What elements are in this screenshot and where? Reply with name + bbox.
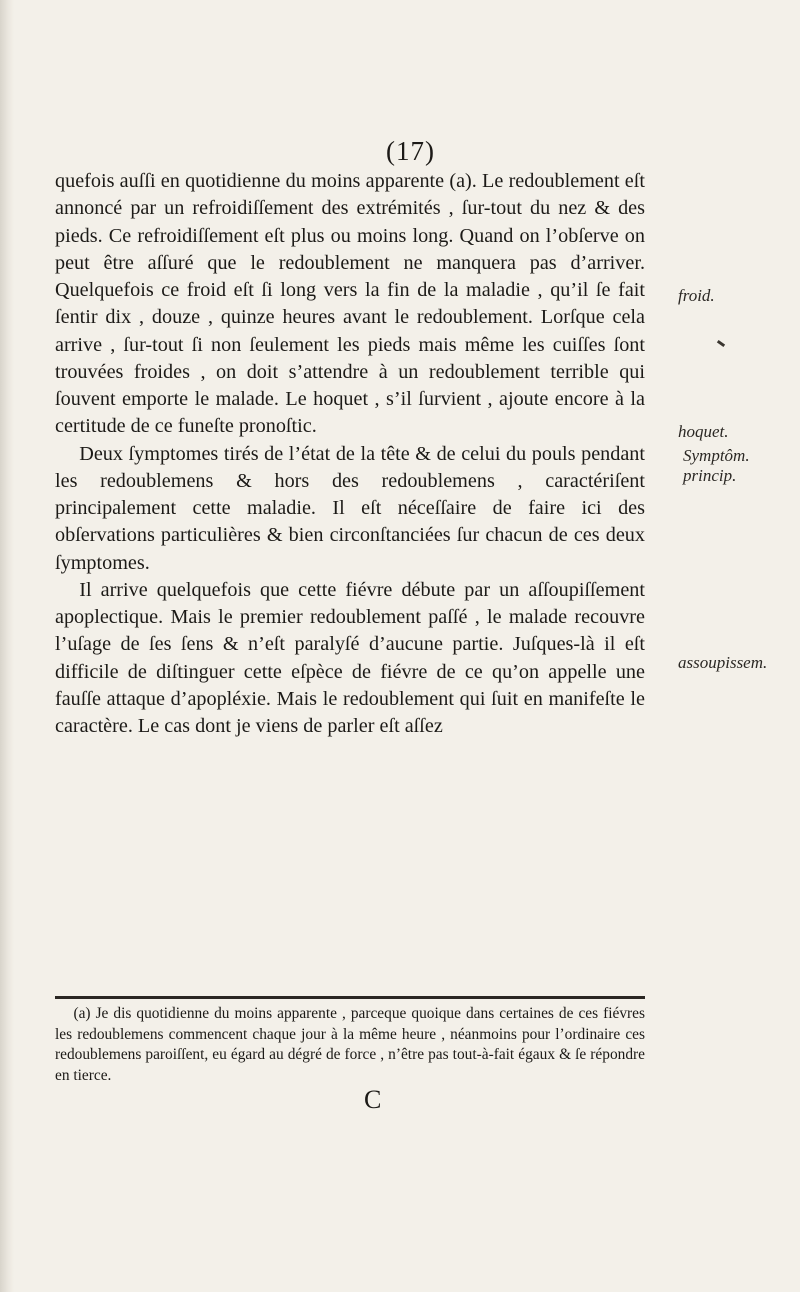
margin-tick-mark: [717, 340, 725, 347]
marginal-note-symptomes: Symptôm. princip.: [683, 446, 750, 485]
paragraph-3: Il arrive quelquefois que cette fiévre débute par un aſſoupiſſement apoplectique. Mais le premier redoublement paſſé , le malade recouvre l’uſage de ſes ſens & n’eſt paralyſé d’aucune partie. Juſques-là il eſt difficile de diſtinguer cette eſpèce de fiévre de ce qu’on appelle une fauſſe attaque d’apopléxie. Mais le redoublement qui ſuit en manifeſte le caractère. Le cas dont je viens de parler eſt aſſez: [55, 578, 645, 737]
footnote: (a) Je dis quotidienne du moins apparente , parceque quoique dans certaines de ces fiévres les redoublemens commencent chaque jour à la même heure , néanmoins pour l’ordinaire ces redoublemens paroiſſent, eu égard au dégré de force , n’être pas tout-à-fait égaux & ſe répondre en tierce.: [55, 1005, 645, 1084]
paragraph-1: quefois auſſi en quotidienne du moins apparente (a). Le redoublement eſt annoncé par un refroidiſſement des extrémités , ſur-tout du nez & des pieds. Ce refroidiſſement eſt plus ou moins long. Quand on l’obſerve on peut être aſſuré que le redoublement ne manquera pas d’arriver. Quelquefois ce froid eſt ſi long vers la fin de la maladie , qu’il ſe fait ſentir dix , douze , quinze heures avant le redoublement. Lorſque cela arrive , ſur-tout ſi non ſeulement les pieds mais même les cuiſſes ſont trouvées froides , on doit s’attendre à un redoublement terrible qui ſouvent emporte le malade. Le hoquet , s’il ſurvient , ajoute encore à la certitude de ce funeſte pronoſtic.: [55, 170, 645, 438]
page-binding-edge: [0, 0, 14, 1292]
marginal-note-froid: froid.: [678, 286, 715, 305]
marginal-note-assoupissement: assoupissem.: [678, 653, 768, 672]
main-text: [55, 168, 645, 740]
page-number: (17): [386, 136, 435, 166]
marginal-note-hoquet: hoquet.: [678, 422, 729, 441]
footnote-divider: [55, 996, 645, 999]
paragraph-2: Deux ſymptomes tirés de l’état de la tête & de celui du pouls pendant les redoublemens & hors des redoublemens , caractériſent principalement cette maladie. Il eſt néceſſaire de faire ici des obſervations particulières & bien circonſtanciées ſur chacun de ces deux ſymptomes.: [55, 442, 645, 574]
signature-mark: C: [364, 1085, 382, 1114]
